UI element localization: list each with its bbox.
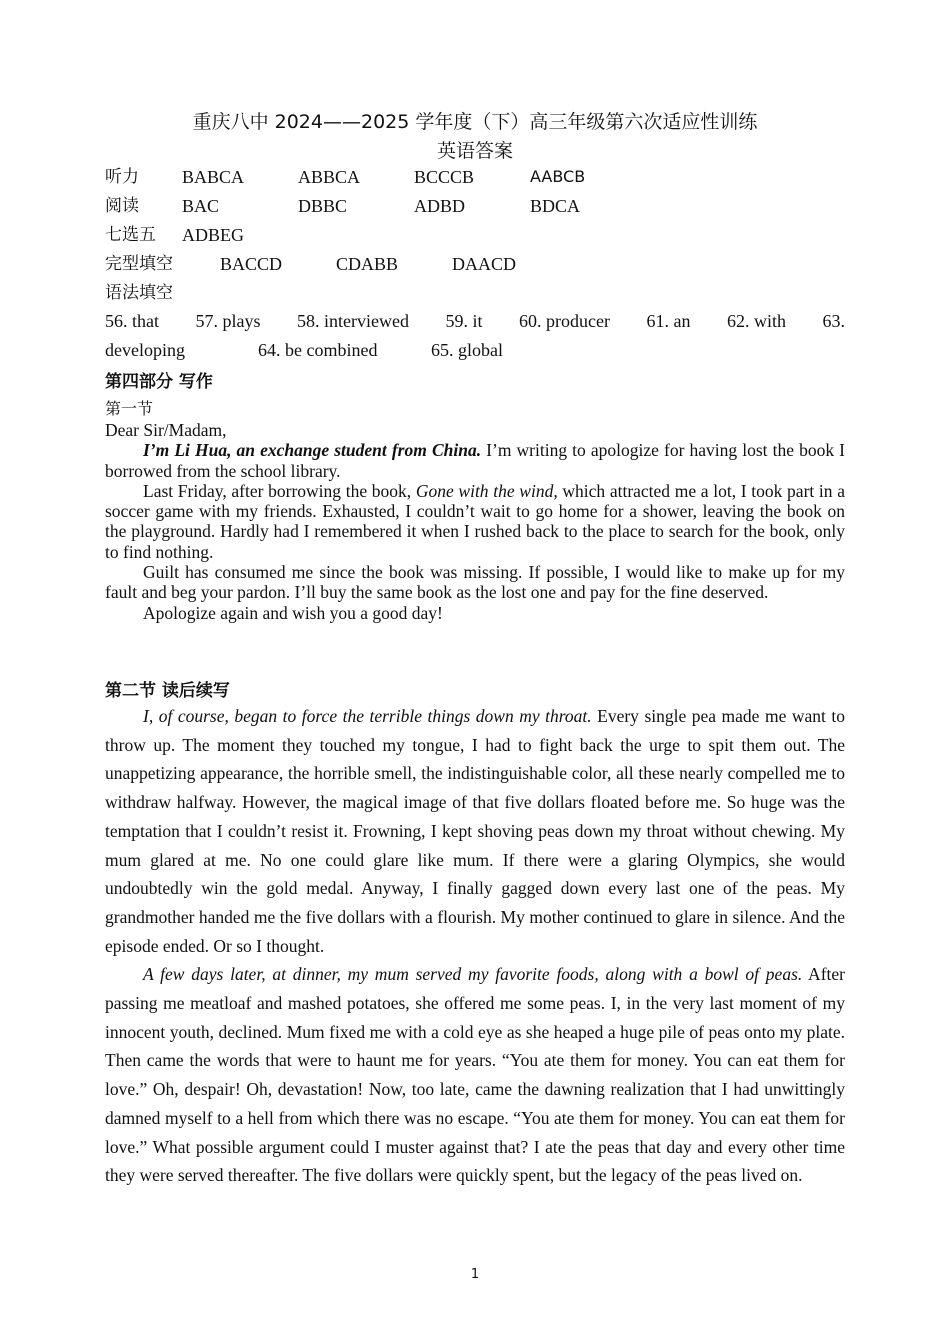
letter-salutation: Dear Sir/Madam,	[105, 420, 227, 440]
answer-group: ADBEG	[182, 225, 244, 245]
answer-group: BDCA	[530, 196, 581, 216]
row-label: 完型填空	[105, 254, 173, 274]
section-label-1: 第一节	[105, 399, 154, 418]
answer-group: CDABB	[336, 254, 399, 274]
grammar-answers-line-1	[105, 309, 845, 333]
grammar-item: 62. with	[726, 311, 786, 331]
grammar-item: 57. plays	[195, 311, 261, 331]
row-label: 阅读	[105, 196, 139, 216]
sample-letter	[105, 420, 845, 623]
grammar-item: 59. it	[445, 311, 483, 331]
row-label: 七选五	[105, 225, 156, 245]
letter-paragraph: Last Friday, after borrowing the book, Gone with the wind, which attracted me a lot, I took part in a soccer game with my friends. Exhausted, I couldn’t wait to go home for a shower, leaving the book on the playground. Hardly had I remembered it when I rushed back to the place to search for the book, only to find nothing.	[105, 480, 845, 562]
continuation-story	[105, 702, 845, 1190]
row-label: 语法填空	[105, 283, 173, 303]
answer-group: BABCA	[182, 167, 245, 187]
page-number: 1	[470, 1267, 480, 1282]
row-label: 听力	[105, 167, 139, 187]
letter-paragraph: Apologize again and wish you a good day!	[143, 602, 443, 623]
grammar-item: 61. an	[646, 311, 691, 331]
answer-group: AABCB	[530, 167, 586, 186]
section-heading-writing: 第四部分 写作	[105, 372, 213, 392]
story-paragraph: I, of course, began to force the terrible things down my throat. Every single pea made me want to throw up. The moment they touched my tongue, I had to fight back the urge to spit them out. The unappetizing appearance, the horrible smell, the indistinguishable color, all these nearly compelled me to withdraw halfway. However, the magical image of that five dollars floated before me. So huge was the temptation that I couldn’t resist it. Frowning, I kept shoving peas down my throat without chewing. My mum glared at me. No one could glare like mum. If there were a glaring Olympics, she would undoubtedly win the gold medal. Anyway, I finally gagged down every last one of the peas. My grandmother handed me the five dollars with a flourish. My mother continued to glare in silence. And the episode ended. Or so I thought.	[105, 706, 845, 956]
grammar-item: developing	[105, 340, 185, 360]
answer-group: BAC	[182, 196, 220, 216]
answer-group: DBBC	[298, 196, 348, 216]
letter-paragraph: Guilt has consumed me since the book was missing. If possible, I would like to make up for my fault and beg your pardon. I’ll buy the same book as the lost one and pay for the fine deserved.	[105, 562, 845, 603]
grammar-item: 60. producer	[518, 311, 610, 331]
answer-group: BACCD	[220, 254, 283, 274]
grammar-item: 58. interviewed	[297, 311, 409, 331]
answer-group: ABBCA	[298, 167, 361, 187]
story-paragraph: A few days later, at dinner, my mum served my favorite foods, along with a bowl of peas. After passing me meatloaf and mashed potatoes, she offered me some peas. I, in the very last moment of my innocent youth, declined. Mum fixed me with a cold eye as she heaped a huge pile of peas onto my plate. Then came the words that were to haunt me for years. “You ate them for money. You can eat them for love.” Oh, despair! Oh, devastation! Now, too late, came the dawning realization that I had unwittingly damned myself to a hell from which there was no escape. “You ate them for money. You can eat them for love.” What possible argument could I muster against that? I ate the peas that day and every other time they were served thereafter. The five dollars were quickly spent, but the legacy of the peas lived on.	[105, 964, 845, 1186]
answer-group: ADBD	[414, 196, 466, 216]
grammar-item: 63.	[822, 311, 845, 331]
grammar-item: 56. that	[105, 311, 159, 331]
grammar-item: 64. be combined	[258, 340, 378, 360]
grammar-item: 65. global	[431, 340, 503, 360]
section-heading-continuation: 第二节 读后续写	[105, 681, 230, 701]
answer-group: DAACD	[452, 254, 517, 274]
document-title: 重庆八中 2024——2025 学年度（下）高三年级第六次适应性训练	[192, 111, 758, 133]
document-subtitle: 英语答案	[436, 140, 513, 162]
letter-paragraph: I’m Li Hua, an exchange student from China. I’m writing to apologize for having lost the book I borrowed from the school library.	[105, 440, 845, 481]
answer-group: BCCCB	[414, 167, 475, 187]
